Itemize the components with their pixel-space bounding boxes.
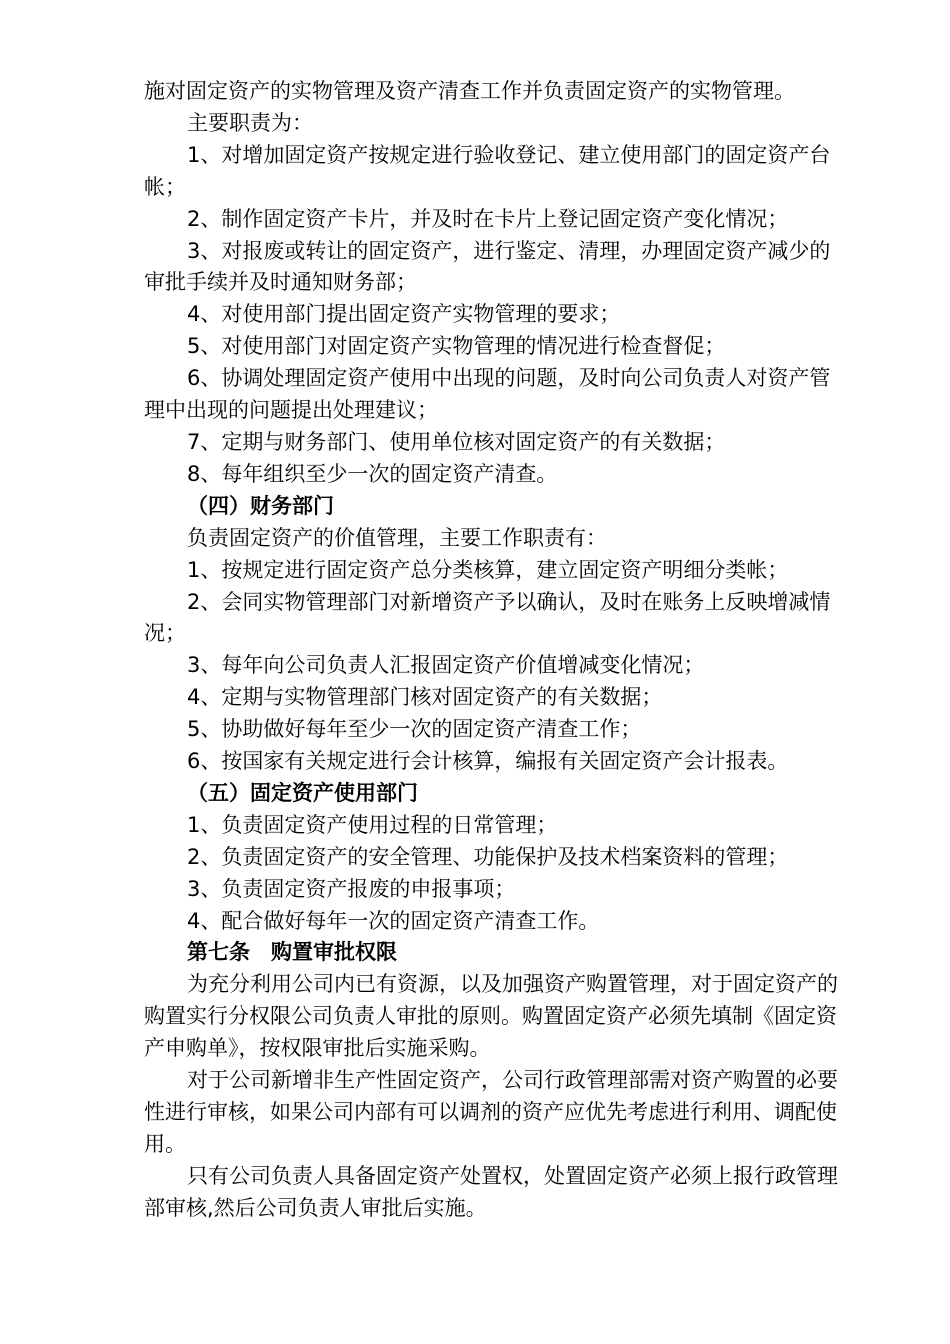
paragraph: 为充分利用公司内已有资源，以及加强资产购置管理，对于固定资产的购置实行分权限公司负责人审批的原则。购置固定资产必须先填制《固定资产申购单》，按权限审批后实施采购。 bbox=[144, 972, 838, 1061]
list-item: 5、对使用部门对固定资产实物管理的情况进行检查督促； bbox=[187, 334, 726, 359]
list-item: 4、对使用部门提出固定资产实物管理的要求； bbox=[187, 302, 621, 327]
article-heading: 第七条 购置审批权限 bbox=[187, 940, 397, 965]
list-item: 4、定期与实物管理部门核对固定资产的有关数据； bbox=[187, 685, 663, 710]
document-body bbox=[144, 76, 844, 1225]
list-item: 2、负责固定资产的安全管理、功能保护及技术档案资料的管理； bbox=[187, 844, 789, 869]
list-item: 1、对增加固定资产按规定进行验收登记、建立使用部门的固定资产台帐； bbox=[144, 142, 831, 199]
paragraph: 负责固定资产的价值管理，主要工作职责有： bbox=[187, 525, 607, 550]
list-item: 6、按国家有关规定进行会计核算，编报有关固定资产会计报表。 bbox=[187, 749, 789, 774]
list-item: 4、配合做好每年一次的固定资产清查工作。 bbox=[187, 908, 600, 933]
list-item: 6、协调处理固定资产使用中出现的问题，及时向公司负责人对资产管理中出现的问题提出处理建议； bbox=[144, 366, 831, 423]
paragraph: 主要职责为： bbox=[187, 110, 313, 135]
list-item: 3、每年向公司负责人汇报固定资产价值增减变化情况； bbox=[187, 653, 705, 678]
list-item: 7、定期与财务部门、使用单位核对固定资产的有关数据； bbox=[187, 429, 726, 454]
list-item: 1、按规定进行固定资产总分类核算，建立固定资产明细分类帐； bbox=[187, 557, 789, 582]
list-item: 2、制作固定资产卡片，并及时在卡片上登记固定资产变化情况； bbox=[187, 206, 789, 231]
paragraph: 对于公司新增非生产性固定资产，公司行政管理部需对资产购置的必要性进行审核，如果公司内部有可以调剂的资产应优先考虑进行利用、调配使用。 bbox=[144, 1068, 838, 1156]
list-item: 3、负责固定资产报废的申报事项； bbox=[187, 876, 516, 901]
list-item: 2、会同实物管理部门对新增资产予以确认，及时在账务上反映增减情况； bbox=[144, 589, 831, 646]
section-heading: （五）固定资产使用部门 bbox=[187, 780, 418, 805]
list-item: 5、协助做好每年至少一次的固定资产清查工作； bbox=[187, 717, 642, 742]
paragraph: 施对固定资产的实物管理及资产清查工作并负责固定资产的实物管理。 bbox=[144, 79, 795, 103]
list-item: 1、负责固定资产使用过程的日常管理； bbox=[187, 812, 558, 837]
paragraph: 只有公司负责人具备固定资产处置权，处置固定资产必须上报行政管理部审核,然后公司负责人审批后实施。 bbox=[144, 1163, 838, 1220]
section-heading: （四）财务部门 bbox=[187, 493, 334, 518]
list-item: 8、每年组织至少一次的固定资产清查。 bbox=[187, 461, 558, 486]
list-item: 3、对报废或转让的固定资产，进行鉴定、清理，办理固定资产减少的审批手续并及时通知财务部； bbox=[144, 238, 831, 295]
